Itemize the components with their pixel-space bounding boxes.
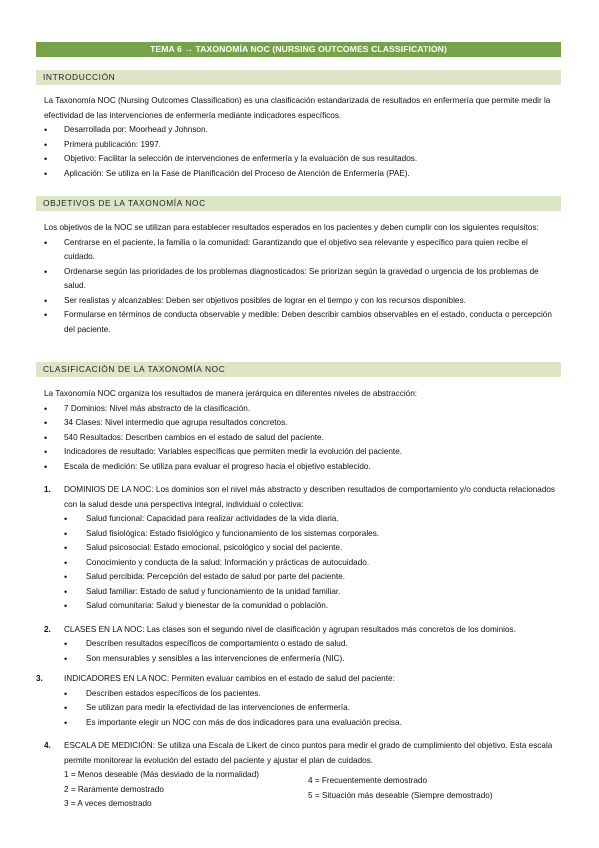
likert-level: 2 = Raramente demostrado	[64, 784, 164, 794]
numbered-item-dominios	[44, 483, 559, 614]
list-item: • 7 Dominios: Nivel más abstracto de la clasificación.	[44, 402, 559, 417]
list-item: • Salud familiar: Estado de salud y funcionamiento de la unidad familiar.	[64, 585, 559, 600]
list-item: • Describen estados específicos de los pacientes.	[64, 687, 559, 702]
likert-level: 1 = Menos deseable (Más desviado de la normalidad)	[64, 770, 260, 779]
likert-level: 4 = Frecuentemente demostrado	[308, 776, 428, 785]
list-item: • Centrarse en el paciente, la familia o la comunidad: Garantizando que el objetivo sea relevante y específico para quien recibe el cuidado.	[44, 236, 559, 265]
section-title: OBJETIVOS DE LA TAXONOMÍA NOC	[43, 198, 206, 208]
objetivos-section	[44, 221, 559, 337]
likert-scale	[44, 768, 559, 812]
intro-section	[44, 94, 559, 181]
objetivos-list	[44, 236, 559, 338]
section-title: INTRODUCCIÓN	[43, 72, 116, 82]
clases-list	[64, 637, 559, 666]
list-item: • Aplicación: Se utiliza en la Fase de Planificación del Proceso de Atención de Enfermería (PAE).	[44, 167, 559, 182]
intro-paragraph: La Taxonomía NOC (Nursing Outcomes Classification) es una clasificación estandarizada de resultados en enfermería que permite medir la efectividad de las intervenciones de enfermería mediante indicadores específicos.	[44, 96, 551, 120]
list-item: • Describen resultados específicos de comportamiento o estado de salud.	[64, 637, 559, 652]
list-item: • Primera publicación: 1997.	[44, 138, 559, 153]
list-item: • Formularse en términos de conducta observable y medible: Deben describir cambios observables en el estado, conducta o percepción del paciente.	[44, 308, 559, 337]
list-item: • 540 Resultados: Describen cambios en el estado de salud del paciente.	[44, 431, 559, 446]
intro-list	[44, 123, 559, 181]
list-item: • Desarrollada por: Moorhead y Johnson.	[44, 123, 559, 138]
likert-column-right	[308, 774, 493, 803]
item-text: INDICADORES EN LA NOC: Permiten evaluar cambios en el estado de salud del paciente:	[64, 674, 395, 683]
list-item: • Ser realistas y alcanzables: Deben ser objetivos posibles de lograr en el tiempo y con los recursos disponibles.	[44, 294, 559, 309]
dominios-list	[64, 512, 559, 614]
likert-level: 3 = A veces demostrado	[64, 799, 152, 808]
list-item: • Objetivo: Facilitar la selección de intervenciones de enfermería y la evaluación de sus resultados.	[44, 152, 559, 167]
list-item: • Salud comunitaria: Salud y bienestar de la comunidad o población.	[64, 599, 559, 614]
list-item: • Se utilizan para medir la efectividad de las intervenciones de enfermería.	[64, 701, 559, 716]
list-item: • Conocimiento y conducta de la salud: Información y prácticas de autocuidado.	[64, 556, 559, 571]
topic-banner: TEMA 6 → TAXONOMÍA NOC (NURSING OUTCOMES CLASSIFICATION)	[36, 42, 561, 57]
section-header-objetivos	[36, 196, 561, 211]
list-item: • Salud percibida: Percepción del estado de salud por parte del paciente.	[64, 570, 559, 585]
list-item: • 34 Clases: Nivel intermedio que agrupa resultados concretos.	[44, 416, 559, 431]
clasificacion-section	[36, 387, 559, 812]
numbered-item-indicadores	[36, 672, 559, 730]
objetivos-paragraph: Los objetivos de la NOC se utilizan para establecer resultados esperados en los pacientes y deben cumplir con los siguientes requisitos:	[44, 223, 539, 232]
numbered-item-escala	[44, 739, 559, 768]
item-number: 4.	[44, 741, 51, 750]
item-text: ESCALA DE MEDICIÓN: Se utiliza una Escala de Likert de cinco puntos para medir el grado de cumplimiento del objetivo. Esta escala permite monitorear la evolución del estado del paciente y ajustar el plan de cuidados.	[64, 741, 553, 765]
list-item: • Salud psicosocial: Estado emocional, psicológico y social del paciente.	[64, 541, 559, 556]
item-text: CLASES EN LA NOC: Las clases son el segundo nivel de clasificación y agrupan resultados más concretos de los dominios.	[64, 624, 516, 634]
list-item: • Indicadores de resultado: Variables específicas que permiten medir la evolución del paciente.	[44, 445, 559, 460]
list-item: • Es importante elegir un NOC con más de dos indicadores para una evaluación precisa.	[64, 716, 559, 731]
clasificacion-paragraph: La Taxonomía NOC organiza los resultados de manera jerárquica en diferentes niveles de abstracción:	[44, 389, 418, 398]
likert-level: 5 = Situación más deseable (Siempre demostrado)	[308, 790, 493, 800]
list-item: • Salud fisiológica: Estado fisiológico y funcionamiento de los sistemas corporales.	[64, 527, 559, 542]
item-number: 2.	[44, 624, 51, 634]
list-item: • Ordenarse según las prioridades de los problemas diagnosticados: Se priorizan según la gravedad o urgencia de los problemas de salud.	[44, 265, 559, 294]
section-title: CLASIFICACIÓN DE LA TAXONOMÍA NOC	[43, 364, 226, 374]
section-header-introduccion	[36, 70, 561, 85]
numbered-item-clases	[44, 623, 559, 667]
section-header-clasificacion	[36, 362, 561, 377]
item-text: DOMINIOS DE LA NOC: Los dominios son el nivel más abstracto y describen resultados de comportamiento y/o conducta relacionados con la salud desde una perspectiva integral, individual o colectiva:	[64, 485, 556, 509]
list-item: • Son mensurables y sensibles a las intervenciones de enfermería (NIC).	[64, 652, 559, 667]
likert-column-left	[64, 768, 259, 812]
list-item: • Escala de medición: Se utiliza para evaluar el progreso hacia el objetivo establecido.	[44, 460, 559, 475]
indicadores-list	[64, 687, 559, 731]
item-number: 3.	[36, 674, 43, 683]
item-number: 1.	[44, 485, 51, 494]
clasificacion-list	[44, 402, 559, 475]
list-item: • Salud funcional: Capacidad para realizar actividades de la vida diaria.	[64, 512, 559, 527]
